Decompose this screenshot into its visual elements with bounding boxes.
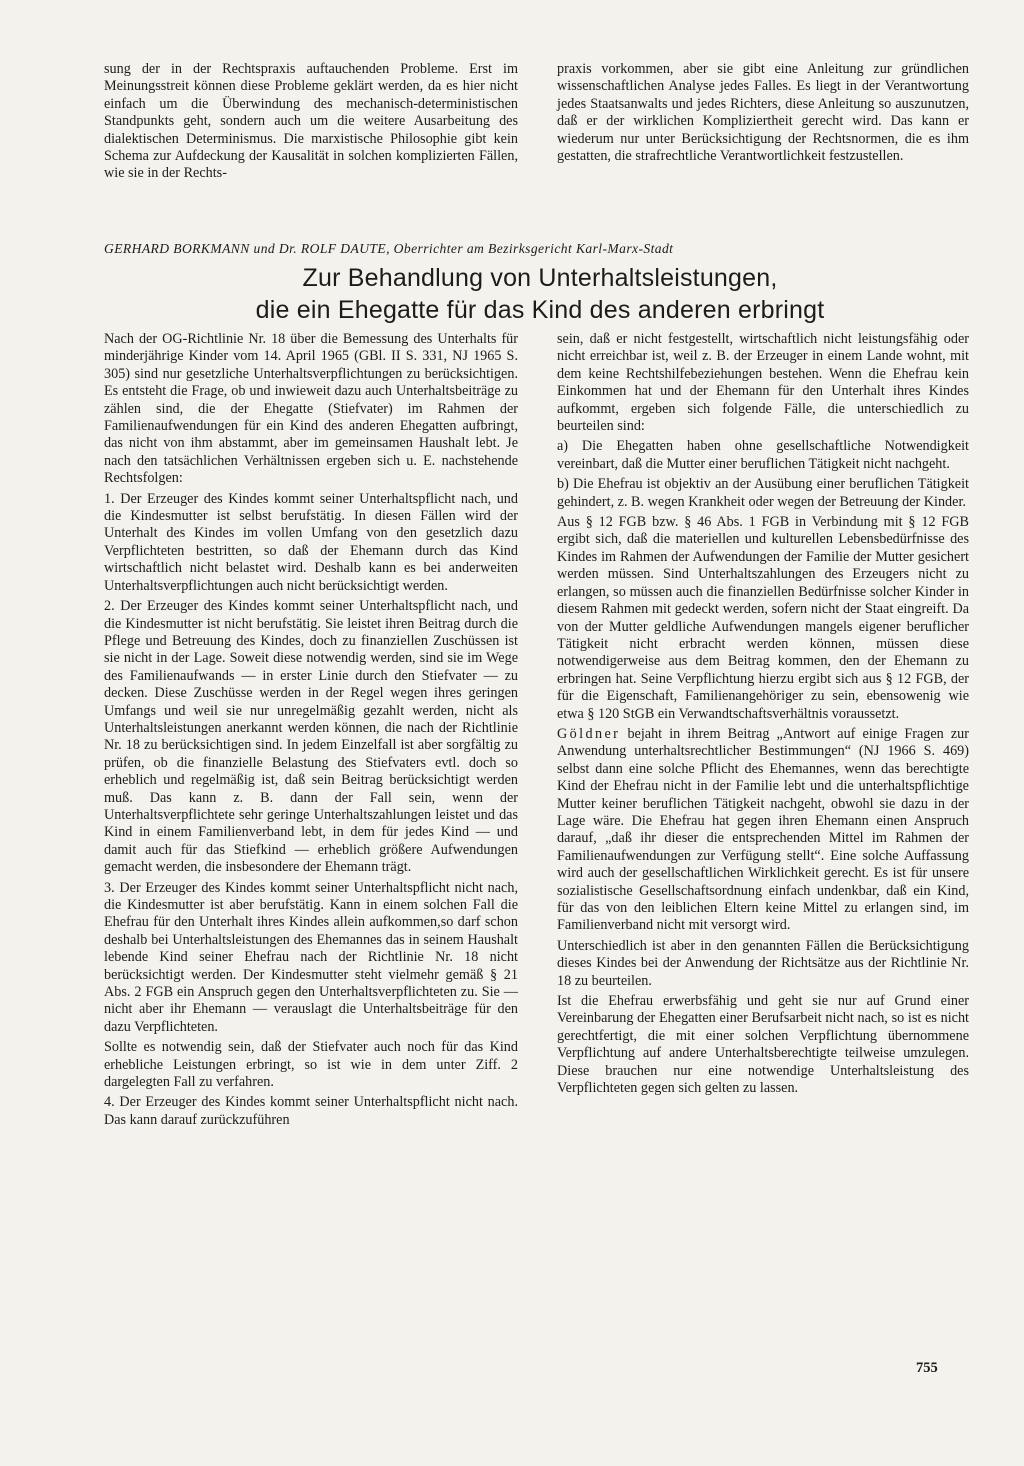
article-left-column bbox=[104, 331, 518, 1132]
paragraph: sein, daß er nicht festgestellt, wirtschaftlich nicht leistungsfähig oder nicht erreichbar ist, weil z. B. der Erzeuger in einem Lande wohnt, mit dem keine Rechtshilfebeziehungen bestehen. Wenn die Ehefrau kein Einkommen hat und der Ehemann für den Unterhalt ihres Kindes aufkommt, ergeben sich folgende Fälle, die unterschiedlich zu beurteilen sind: bbox=[557, 331, 969, 435]
article-title-line-1: Zur Behandlung von Unterhaltsleistungen, bbox=[302, 264, 778, 292]
paragraph: Sollte es notwendig sein, daß der Stiefvater auch noch für das Kind erhebliche Leistungen erbringt, so ist wie in dem unter Ziff. 2 dargelegten Fall zu verfahren. bbox=[104, 1039, 518, 1091]
paragraph: 3. Der Erzeuger des Kindes kommt seiner Unterhaltspflicht nicht nach, die Kindesmutter ist aber berufstätig. Kann in einem solchen Fall die Ehefrau für den Unterhalt ihres Kindes allein aufkommen,so darf schon deshalb bei Unterhaltsleistungen des Ehemannes das in seinem Haushalt lebende Kind seiner Ehefrau nach der Richtlinie Nr. 18 nicht berücksichtigt werden. Der Kindesmutter steht vielmehr gemäß § 21 Abs. 2 FGB ein Anspruch gegen den Unterhaltsverpflichteten zu. Sie — nicht aber ihr Ehemann — verauslagt die Unterhaltsbeiträge für den dazu Verpflichteten. bbox=[104, 879, 518, 1035]
paragraph: a) Die Ehegatten haben ohne gesellschaftliche Notwendigkeit vereinbart, daß die Mutter einer beruflichen Tätigkeit nicht nachgeht. bbox=[557, 438, 969, 472]
article-title bbox=[200, 262, 880, 326]
continuation-right-column bbox=[557, 61, 969, 168]
continuation-left-column bbox=[104, 61, 518, 186]
page-number: 755 bbox=[916, 1360, 938, 1376]
paragraph: b) Die Ehefrau ist objektiv an der Ausübung einer beruflichen Tätigkeit gehindert, z. B. wegen Krankheit oder wegen der Betreuung der Kinder. bbox=[557, 476, 969, 510]
paragraph-text: bejaht in ihrem Beitrag „Antwort auf einige Fragen zur Anwendung unterhaltsrechtlicher Bestimmungen“ (NJ 1966 S. 469) selbst dann eine solche Pflicht des Ehemannes, wenn das berechtigte Kind der Ehefrau nicht in der Familie lebt und die unterhaltspflichtige Mutter keiner beruflichen Tätigkeit nachgeht, obwohl sie dazu in der Lage wäre. Die Ehefrau hat gegen ihren Ehemann einen Anspruch darauf, „daß ihr dieser die entsprechenden Mittel im Rahmen der Familienaufwendungen zur Verfügung stellt“. Eine solche Auffassung wird auch der gesellschaftlichen Wirklichkeit gerecht. Es ist für unsere sozialistische Gesellschaftsordnung einfach undenkbar, daß ein Kind, für das von den leiblichen Eltern keine Mittel zu erlangen sind, im Familienverband nicht mit versorgt wird. bbox=[557, 725, 969, 934]
article-title-line-2: die ein Ehegatte für das Kind des anderen erbringt bbox=[255, 296, 825, 324]
paragraph: 4. Der Erzeuger des Kindes kommt seiner Unterhaltspflicht nicht nach. Das kann darauf zurückzuführen bbox=[104, 1094, 518, 1128]
paragraph: Aus § 12 FGB bzw. § 46 Abs. 1 FGB in Verbindung mit § 12 FGB ergibt sich, daß die materiellen und kulturellen Lebensbedürfnisse des Kindes im Rahmen der Aufwendungen der Familie der Mutter gesichert werden müssen. Sind Unterhaltszahlungen des Erzeugers nicht zu erlangen, so müssen auch die finanziellen Bedürfnisse solcher Kinder in diesem Rahmen mit gedeckt werden, sofern nicht der Staat eingreift. Da von der Mutter geldliche Aufwendungen mangels eigener beruflicher Tätigkeit nicht erbracht werden können, müssen diese notwendigerweise aus dem Beitrag kommen, den der Ehemann zu erbringen hat. Seine Verpflichtung hierzu ergibt sich aus § 12 FGB, der für die Eigenschaft, Familienangehöriger zu sein, ebensowenig wie etwa § 120 StGB ein Verwandtschaftsverhältnis voraussetzt. bbox=[557, 514, 969, 722]
continuation-left-text: sung der in der Rechtspraxis auftauchenden Probleme. Erst im Meinungsstreit können diese Probleme geklärt werden, da es hier nicht einfach um die Überwindung des mechanisch-deterministischen Standpunkts geht, sondern auch um die weitere Ausarbeitung des dialektischen Determinismus. Die marxistische Philosophie gibt kein Schema zur Aufdeckung der Kausalität in solchen komplizierten Fällen, wie sie in der Rechts- bbox=[104, 61, 518, 182]
article-right-column bbox=[557, 331, 969, 1100]
cited-author: Göldner bbox=[557, 725, 621, 742]
continuation-right-text: praxis vorkommen, aber sie gibt eine Anleitung zur gründlichen wissenschaftlichen Analyse jedes Falles. Es liegt in der Verantwortung jedes Staatsanwalts und jedes Richters, diese Anleitung so auszunutzen, daß er der wirklichen Kompliziertheit gerecht wird. Das kann er wiederum nur unter Berücksichtigung der Rechtsnormen, die es ihm gestatten, die strafrechtliche Verantwortlichkeit festzustellen. bbox=[557, 61, 969, 165]
paragraph-with-author bbox=[557, 726, 969, 935]
paragraph: Unterschiedlich ist aber in den genannten Fällen die Berücksichtigung dieses Kindes bei der Anwendung der Richtsätze aus der Richtlinie Nr. 18 zu beurteilen. bbox=[557, 937, 969, 989]
paragraph: 1. Der Erzeuger des Kindes kommt seiner Unterhaltspflicht nach, und die Kindesmutter ist selbst berufstätig. In diesen Fällen wird der Unterhalt des Kindes im vollen Umfang von den gesetzlich dazu Verpflichteten bestritten, so daß der Ehemann durch das Kind wirtschaftlich nicht belastet wird. Deshalb kann es bei anderweiten Unterhaltsverpflichtungen auch nicht berücksichtigt werden. bbox=[104, 490, 518, 594]
paragraph: 2. Der Erzeuger des Kindes kommt seiner Unterhaltspflicht nach, und die Kindesmutter ist nicht berufstätig. Sie leistet ihren Beitrag durch die Pflege und Betreuung des Kindes, doch zu finanziellen Zuschüssen ist sie nicht in der Lage. Soweit diese notwendig werden, sind sie im Wege des Familienaufwands — in erster Linie durch den Stiefvater — zu decken. Diese Zuschüsse werden in der Regel wegen ihres geringen Umfangs und weil sie nur unregelmäßig gezahlt werden, nicht als Unterhaltsleistungen anerkannt werden können, die nach der Richtlinie Nr. 18 zu berücksichtigen sind. In jedem Einzelfall ist aber sorgfältig zu prüfen, ob die finanzielle Belastung des Stiefvaters evtl. doch so erheblich und regelmäßig ist, daß sein Beitrag berücksichtigt werden muß. Das kann z. B. dann der Fall sein, wenn der Unterhaltsverpflichtete sehr geringe Unterhaltszahlungen leistet und das Kind in einem Familienverband lebt, in dem für jedes Kind — und damit auch für das Stiefkind — erheblich größere Aufwendungen gemacht werden, die insbesondere der Ehemann trägt. bbox=[104, 598, 518, 876]
article-byline: GERHARD BORKMANN und Dr. ROLF DAUTE, Oberrichter am Bezirksgericht Karl-Marx-Stadt bbox=[104, 241, 674, 256]
paragraph: Ist die Ehefrau erwerbsfähig und geht sie nur auf Grund einer Vereinbarung der Ehegatten einer Berufsarbeit nicht nach, so ist es nicht gerechtfertigt, die mit einer solchen Verpflichtung übernommene Verpflichtung auf andere Unterhaltsberechtigte teilweise umzulegen. Diese brauchen nur eine notwendige Unterhaltsleistung des Verpflichteten gegen sich gelten zu lassen. bbox=[557, 993, 969, 1097]
paragraph: Nach der OG-Richtlinie Nr. 18 über die Bemessung des Unterhalts für minderjährige Kinder vom 14. April 1965 (GBl. II S. 331, NJ 1965 S. 305) sind nur gesetzliche Unterhaltsverpflichtungen zu berücksichtigen. Es entsteht die Frage, ob und inwieweit dazu auch Unterhaltsbeiträge zu zählen sind, die der Ehegatte (Stiefvater) im Rahmen der Familienaufwendungen für ein Kind des anderen Ehegatten aufbringt, das nicht von ihm abstammt, aber im gemeinsamen Haushalt lebt. Je nach den tatsächlichen Verhältnissen ergeben sich u. E. nachstehende Rechtsfolgen: bbox=[104, 331, 518, 487]
